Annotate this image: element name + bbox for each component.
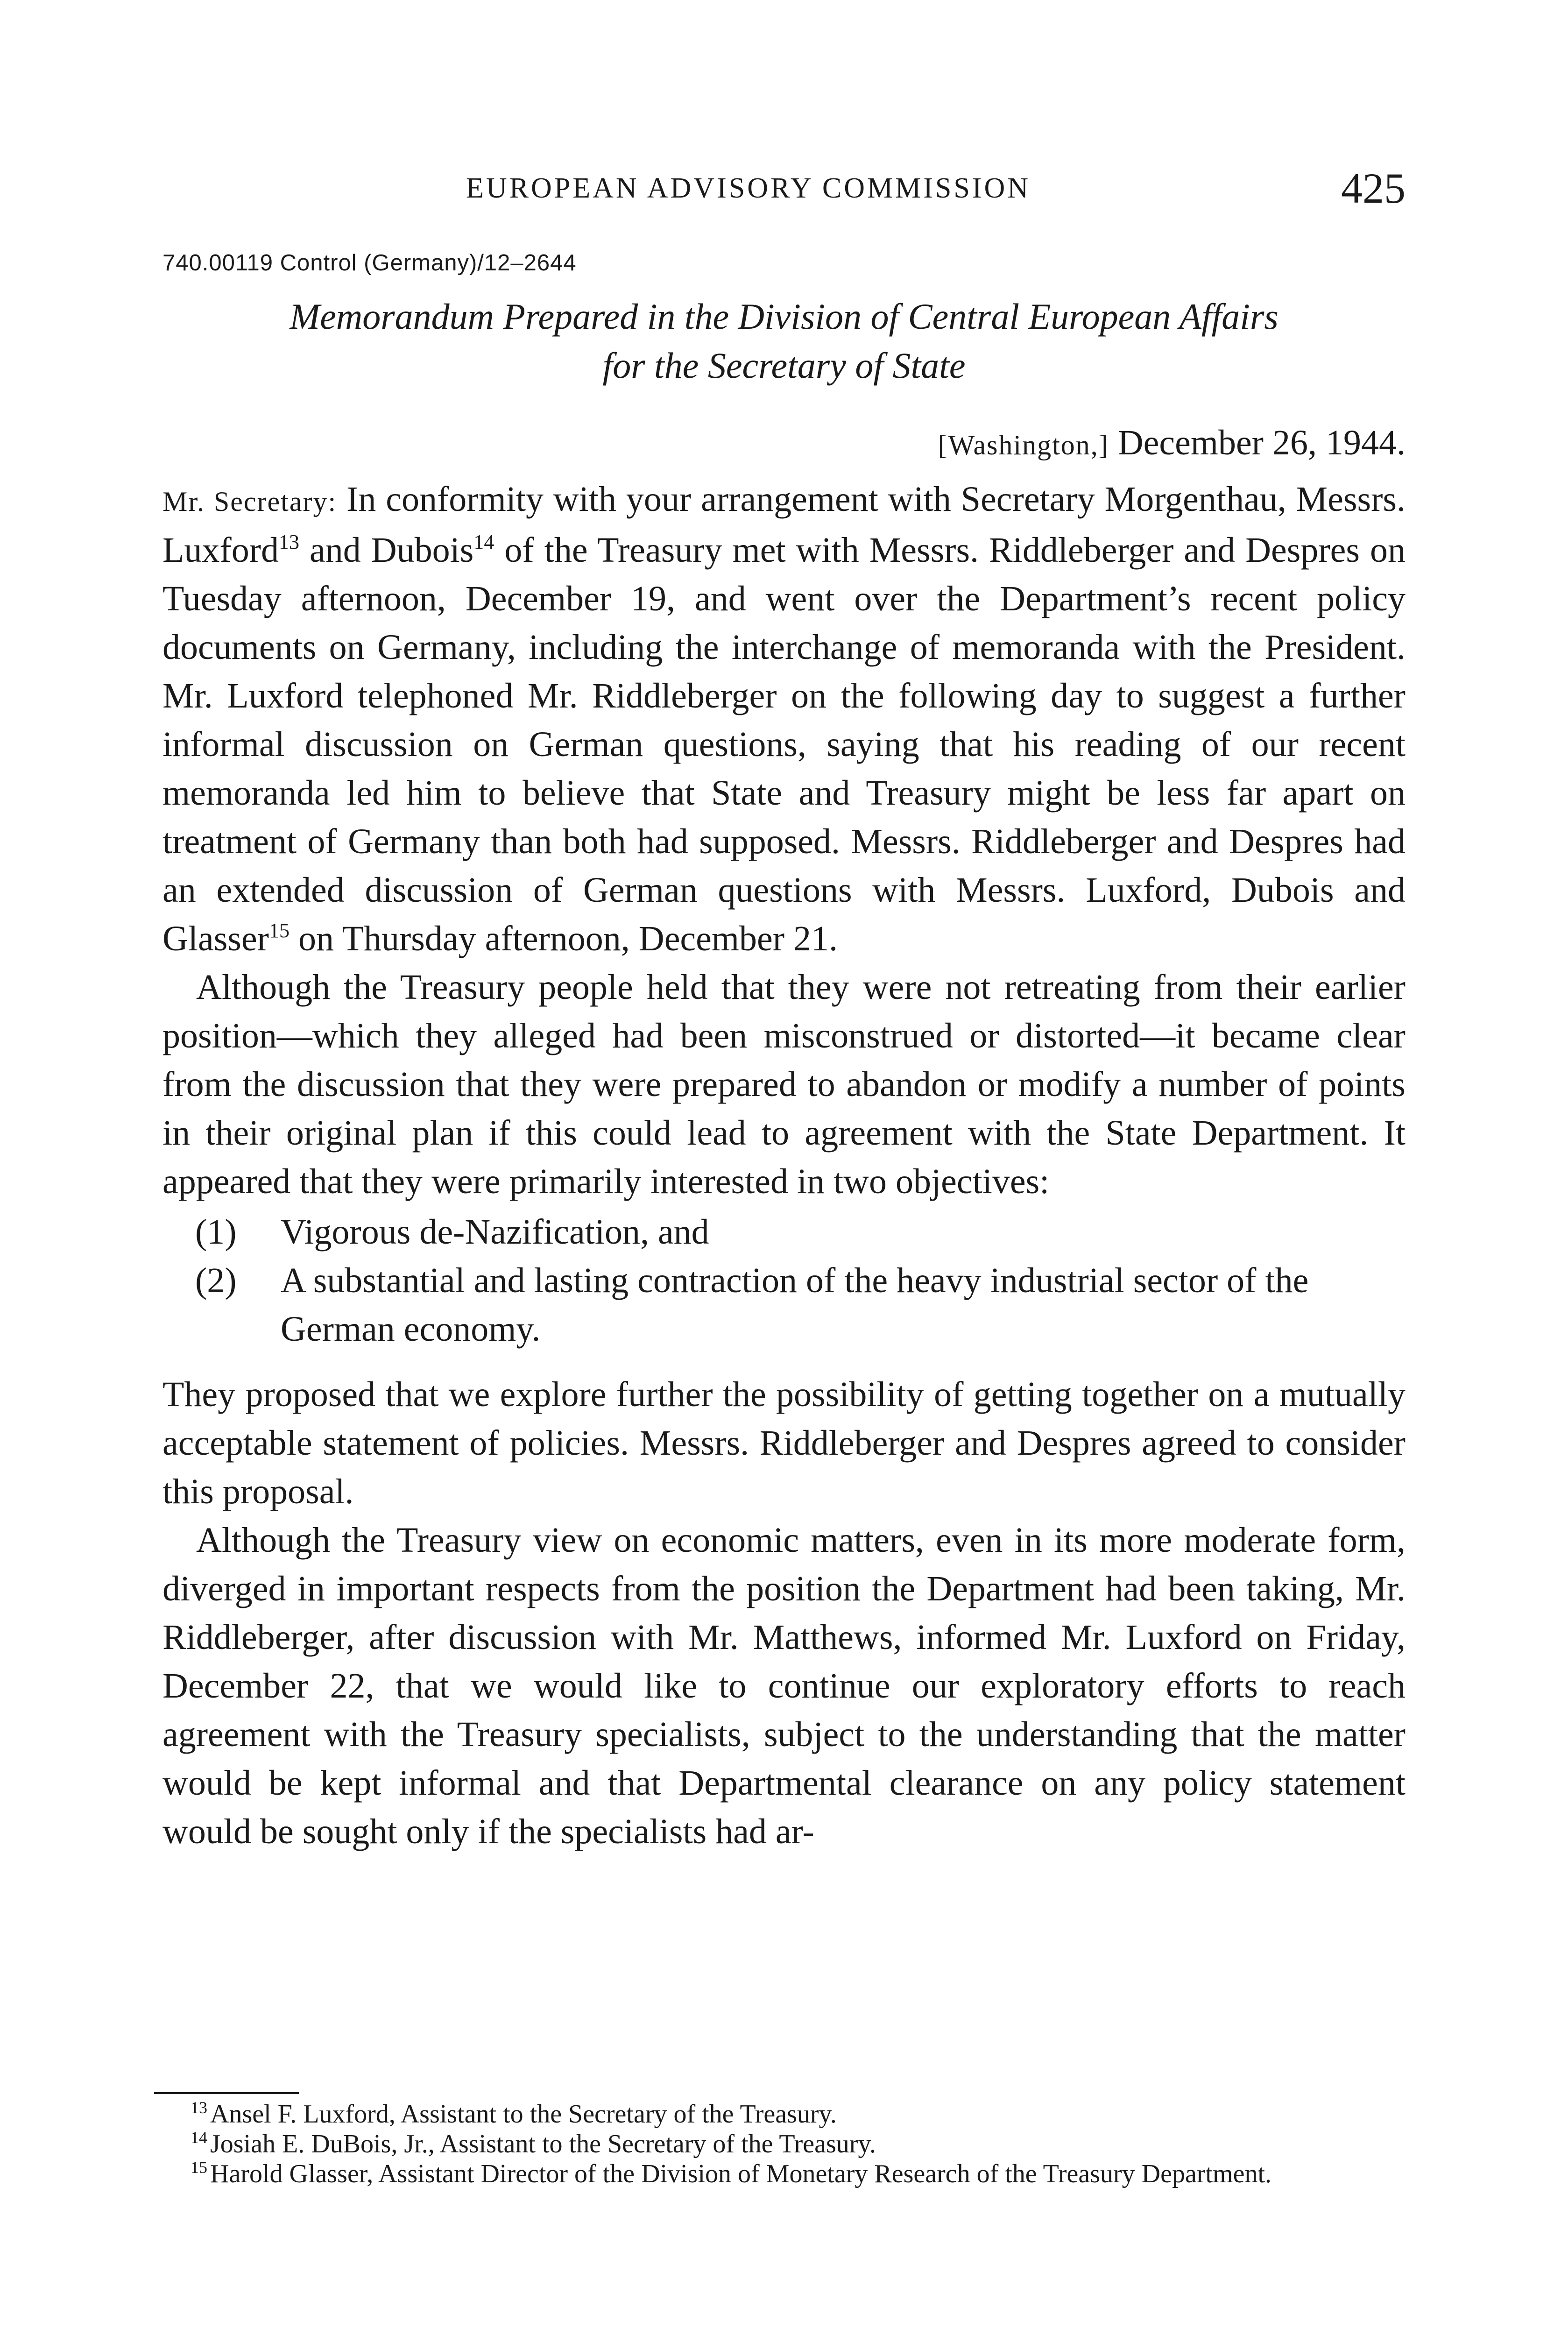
footnote-ref-13: 13	[279, 531, 300, 553]
footnote-number: 15	[191, 2158, 207, 2177]
list-item	[162, 1256, 1406, 1353]
paragraph-1-part-c: of the Treasury met with Messrs. Riddleberger and Despres on Tuesday afternoon, December 19, and went over the Department’s recent policy documents on Germany, including the interchange of memoranda with the President. Mr. Luxford telephoned Mr. Riddleberger on the following day to suggest a further informal discussion on German questions, saying that his reading of our recent memoranda led him to believe that State and Treasury might be less far apart on treatment of Germany than both had supposed. Messrs. Riddleberger and Despres had an extended discussion of German questions with Messrs. Luxford, Dubois and Glasser	[162, 531, 1406, 958]
list-item	[162, 1208, 1406, 1256]
footnote	[162, 2099, 1406, 2129]
dateline	[938, 423, 1406, 463]
paragraph-1	[162, 475, 1406, 963]
footnote-rule	[154, 2092, 299, 2094]
footnote-number: 13	[191, 2098, 207, 2117]
list-item-number: (1)	[195, 1212, 237, 1252]
paragraph-2: Although the Treasury people held that they were not retreating from their earlier position—which they alleged had been misconstrued or distorted—it became clear from the discussion that they were prepared to abandon or modify a number of points in their original plan if this could lead to agreement with the State Department. It appeared that they were primarily interested in two objectives:	[162, 968, 1406, 1201]
footnote-ref-14: 14	[473, 531, 494, 553]
running-head	[162, 163, 1406, 215]
paragraph-1-part-b: and Dubois	[299, 531, 474, 570]
footnotes	[162, 2099, 1406, 2189]
list-item-number: (2)	[195, 1261, 237, 1300]
paragraph-3: They proposed that we explore further the possibility of getting together on a mutually acceptable statement of policies. Messrs. Riddleberger and Despres agreed to consider this proposal.	[162, 1375, 1406, 1511]
salutation: Mr. Secretary:	[162, 486, 337, 517]
heading-line-1: Memorandum Prepared in the Division of Central European Affairs	[290, 296, 1278, 337]
footnote	[162, 2159, 1406, 2189]
list-item-text: A substantial and lasting contraction of the heavy industrial sector of the German economy.	[281, 1261, 1309, 1349]
page-number: 425	[1341, 164, 1406, 212]
footnote-text: Josiah E. DuBois, Jr., Assistant to the Secretary of the Treasury.	[210, 2130, 876, 2158]
heading-line-2: for the Secretary of State	[602, 345, 966, 386]
dateline-date: December 26, 1944.	[1117, 423, 1406, 462]
body-text	[162, 475, 1406, 1856]
footnote	[162, 2129, 1406, 2159]
objectives-list	[162, 1208, 1406, 1353]
running-title: EUROPEAN ADVISORY COMMISSION	[466, 172, 1031, 204]
list-item-text: Vigorous de-Nazification, and	[281, 1212, 709, 1252]
paragraph-1-part-a: In conformity with your arrangement with Secretary Morgenthau, Messrs. Luxford	[162, 480, 1406, 570]
dateline-place: [Washington,]	[938, 430, 1109, 460]
footnote-text: Ansel F. Luxford, Assistant to the Secretary of the Treasury.	[210, 2100, 837, 2129]
paragraph-4: Although the Treasury view on economic matters, even in its more moderate form, diverged in important respects from the position the Department had been taking, Mr. Riddleberger, after discussion with Mr. Matthews, informed Mr. Luxford on Friday, December 22, that we would like to continue our exploratory efforts to reach agreement with the Treasury specialists, subject to the understanding that the matter would be kept informal and that Departmental clearance on any policy statement would be sought only if the specialists had ar-	[162, 1521, 1406, 1851]
file-number: 740.00119 Control (Germany)/12–2644	[162, 250, 577, 276]
paragraph-1-part-d: on Thursday afternoon, December 21.	[289, 919, 838, 958]
document-heading	[162, 292, 1406, 390]
footnote-number: 14	[191, 2128, 207, 2147]
footnote-text: Harold Glasser, Assistant Director of the Division of Monetary Research of the Treasury Department.	[210, 2159, 1272, 2188]
footnote-ref-15: 15	[268, 919, 290, 942]
